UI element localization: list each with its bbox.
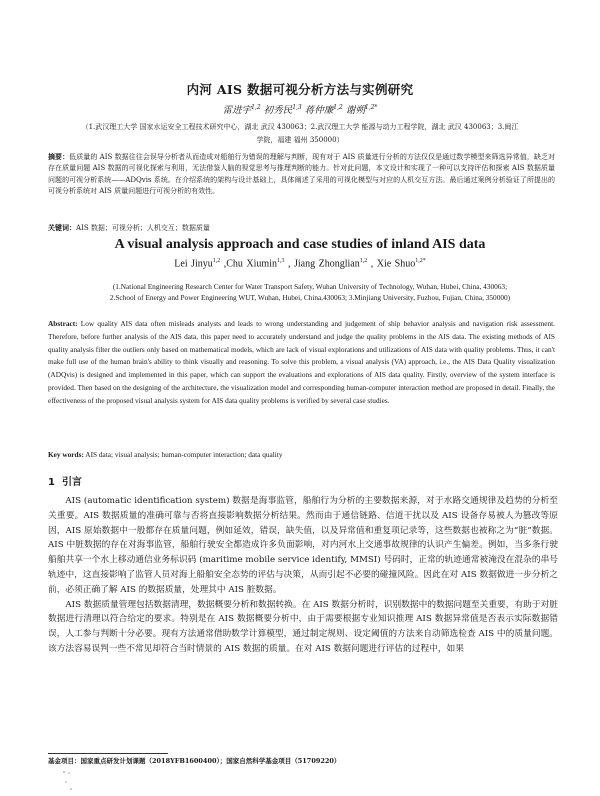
author-name: 蒋仲廉 <box>304 105 334 116</box>
scan-artifact <box>60 768 80 794</box>
author-sup: 1,2 <box>333 103 343 111</box>
english-authors: Lei Jinyu$^{1,2}$ ,Chu Xiumin$^{1,3}$ , Jiang Zhonglian$^{1,2}$ , Xie Shuo$^{1,2*}$ <box>174 258 426 270</box>
section-heading <box>48 473 82 488</box>
chinese-title: 内河 AIS 数据可视分析方法与实例研究 <box>186 82 414 97</box>
footnote-rule <box>48 753 168 754</box>
author-sup: 1,2* <box>364 103 378 111</box>
section-number: 1 <box>48 477 55 488</box>
chinese-abstract-text: 低质量的 AIS 数据往往会误导分析者从而造成对船舶行为错误的理解与判断，现有对于 AIS 质量进行分析的方法仅仅是通过数学模型来筛选异常值，缺乏对存在质量问题 AIS 数据的可视化探索与利用，无法借鉴人脑的视觉思考与推理判断的能力。针对此问题，本文设计和实现了一种可以支持评估和探索 AIS 数据质量问题的可视分析系统——ADQvis 系统。在介绍系统的架构与设计基础上，具体阐述了采用的可视化模型与对应的人机交互方法。最后通过案例分析验证了所提出的可视分析系统对 AIS 质量问题进行可视分析的有效性。 <box>48 153 555 196</box>
author-sup: 1,2* <box>415 258 426 264</box>
section-title: 引言 <box>61 477 82 488</box>
author-sup: 1,3 <box>277 258 285 264</box>
author-name: Chu Xiumin <box>226 258 277 270</box>
english-abstract-text: Low quality AIS data often misleads analysts and leads to wrong understanding and judgement of ship behavior analysis and navigation risk assessment. Therefore, before further analysis of the AIS data, this paper need to accurately understand and judge the quality problems in the AIS data. The existing methods of AIS quality analysis filter the outliers only based on mathematical models, which are lack of visual explorations and utilizations of AIS data with quality problems. Thus, it can't make full use of the human brain's ability to think visually and reasoning. To solve this problem, a visual analysis (VA) approach, i.e., the AIS Data Quality visualization (ADQvis) is designed and implemented in this paper, which can support the evaluations and explorations of AIS data quality. Firstly, overview of the system interface is provided. Then based on the designing of the architecture, the visualization model and corresponding human-computer interaction method are proposed in detail. Finally, the effectiveness of the proposed visual analysis system for AIS data quality problems is verified by several case studies. <box>48 319 555 405</box>
english-title: A visual analysis approach and case studies of inland AIS data <box>114 237 486 252</box>
english-abstract <box>48 318 555 408</box>
author-name: Jiang Zhonglian <box>294 258 360 270</box>
english-affiliation: (1.National Engineering Research Center for Water Transport Safety, Wuhan University of Technology, Wuhan, Hubei, China, 430063; 2.School of Energy and Power Engineering WUT, Wuhan, Hubei, China,430063; 3.Minjiang University, Fuzhou, Fujian, China, 350000) <box>109 282 511 302</box>
chinese-keywords-text: AIS 数据；可视分析；人机交互；数据质量 <box>76 224 210 232</box>
chinese-abstract <box>48 151 555 198</box>
author-sup: 1,2 <box>212 258 221 264</box>
chinese-keywords-label: 关键词： <box>48 223 76 232</box>
english-keywords <box>48 450 555 459</box>
english-keywords-label: Key words: <box>48 450 84 459</box>
author-name: 初秀民 <box>263 105 293 116</box>
chinese-abstract-label: 摘要： <box>48 152 70 161</box>
author-sup: 1,2 <box>359 258 368 264</box>
author-sup: 1,3 <box>292 103 302 111</box>
chinese-affiliation: （1.武汉理工大学 国家水运安全工程技术研究中心，湖北 武汉 430063；2.武汉理工大学 能源与动力工程学院，湖北 武汉 430063；3.闽江学院，福建 福州 350000） <box>81 123 519 144</box>
body-paragraph: AIS (automatic identification system) 数据是海事监管，船舶行为分析的主要数据来源，对于水路交通规律及趋势的分析至关重要。AIS 数据质量的准确可靠与否将直接影响数据分析结果。然而由于通信链路、信道干扰以及 AIS 设备存易被人为篡改等原因，AIS 原始数据中一般都存在质量问题，例如延效，错误，缺失值，以及异常值和重复项记录等，这些数据也被称之为“脏”数据。AIS 中脏数据的存在对海事监管，船舶行驶安全都造成许多负面影响，对内河水上交通事故规律的认识产生偏差。例如，当多条行驶船舶共享一个水上移动通信业务标识码 (maritime mobile service identify, MMSI) 号码时，正常的轨迹通常被淹没在混杂的串号轨迹中，这直接影响了监管人员对海上船舶安全态势的评估与决策，从而引起不必要的碰撞风险。因此在对 AIS 数据做进一步分析之前，必须正确了解 AIS 的数据质量，处理其中 AIS 脏数据。 <box>48 496 558 595</box>
english-keywords-text: AIS data; visual analysis; human-computer interaction; data quality <box>85 450 283 459</box>
author-name: Lei Jinyu <box>174 258 213 270</box>
chinese-authors <box>0 102 600 116</box>
english-abstract-label: Abstract: <box>48 319 78 328</box>
author-name: Xie Shuo <box>376 258 416 270</box>
author-name: 谢朔 <box>345 105 365 116</box>
chinese-keywords <box>48 223 555 233</box>
author-name: 雷进宇 <box>222 105 252 116</box>
funding-footnote: 基金项目：国家重点研发计划课题（2018YFB1600400）；国家自然科学基金项目（51709220） <box>48 757 341 765</box>
body-text <box>48 494 558 657</box>
author-sup: 1,2 <box>251 103 261 111</box>
body-paragraph: AIS 数据质量管理包括数据清理，数据概要分析和数据转换。在 AIS 数据分析时，识别数据中的数据问题至关重要，有助于对脏数据进行清理以符合给定的要求。特别是在 AIS 数据概要分析中，由于需要根据专业知识推理 AIS 数据异常值是否表示实际数据错误，人工参与判断十分必要。现有方法通常借助数学计算模型，通过制定规则、设定阈值的方法来自动筛选检查 AIS 中的质量问题。该方法容易误判一些不常见却符合当时情景的 AIS 数据的质量。在对 AIS 数据问题进行评估的过程中，如果 <box>48 599 558 654</box>
